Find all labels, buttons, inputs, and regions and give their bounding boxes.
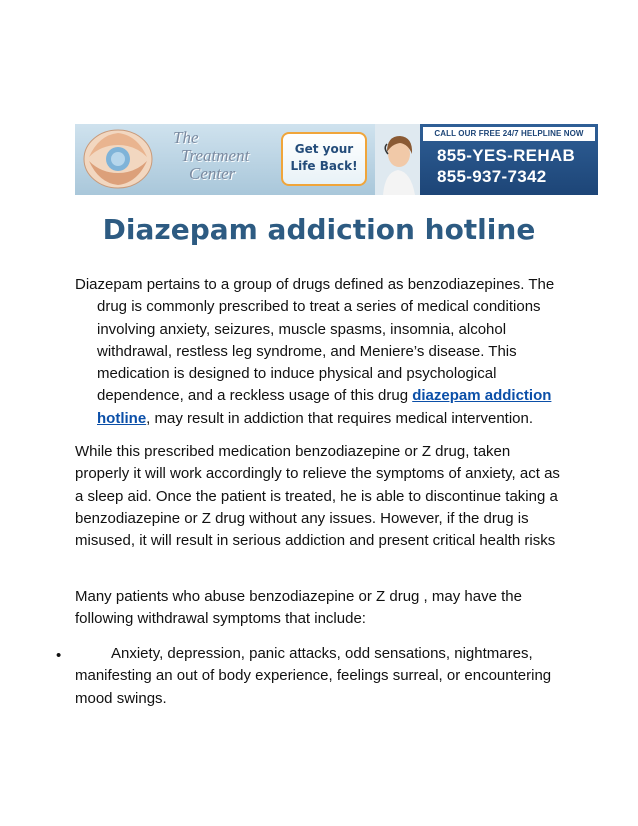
logo-line-2: Treatment [181, 146, 250, 165]
intro-first-line: Diazepam pertains to a group of drugs defined as benzodiazepines. The [75, 276, 555, 293]
helpline-label: CALL OUR FREE 24/7 HELPLINE NOW [423, 127, 595, 141]
badge-line-2: Life Back! [290, 159, 358, 173]
logo-line-1: The [173, 128, 199, 147]
diazepam-hotline-link[interactable]: diazepam addiction hotline [97, 387, 552, 427]
logo-line-3: Center [189, 164, 236, 183]
get-your-life-back-badge [281, 132, 367, 186]
phone-number-digits[interactable]: 855-937-7342 [437, 167, 547, 186]
support-agent-photo-icon [375, 124, 421, 195]
phone-number-text[interactable]: 855-YES-REHAB [437, 146, 576, 165]
intro-paragraph [75, 274, 565, 430]
page-title: Diazepam addiction hotline [102, 213, 536, 246]
intro-text-before-link: drug is commonly prescribed to treat a series of medical conditions involving anxiety, seizures, muscle spasms, insomnia, alcohol withdrawal, restless leg syndrome, and Meniere’s disease. This medication is designed to induce physical and psychological dependence, and a reckless usage of this drug [97, 298, 541, 405]
withdrawal-symptom-item [75, 643, 565, 710]
treatment-center-banner[interactable] [75, 124, 598, 195]
badge-line-1: Get your [294, 142, 354, 156]
treatment-center-logo [167, 129, 277, 183]
withdrawal-intro-paragraph: Many patients who abuse benzodiazepine or Z drug , may have the following withdrawal symptoms that include: [75, 588, 522, 628]
intro-text-after-link: , may result in addiction that requires medical intervention. [146, 409, 534, 427]
hands-circle-logo-icon [81, 127, 155, 191]
bullet-marker: • [56, 647, 62, 664]
intro-continuation [75, 296, 565, 430]
usage-paragraph: While this prescribed medication benzodiazepine or Z drug, taken properly it will work accordingly to relieve the symptoms of anxiety, act as a sleep aid. Once the patient is treated, he is able to discontinue taking a benzodiazepine or Z drug without any issues. However, if the drug is misused, it will result in serious addiction and present critical health risks [75, 443, 560, 550]
symptom-text: Anxiety, depression, panic attacks, odd sensations, nightmares, manifesting an out of body experience, feelings surreal, or encountering mood swings. [75, 645, 552, 707]
